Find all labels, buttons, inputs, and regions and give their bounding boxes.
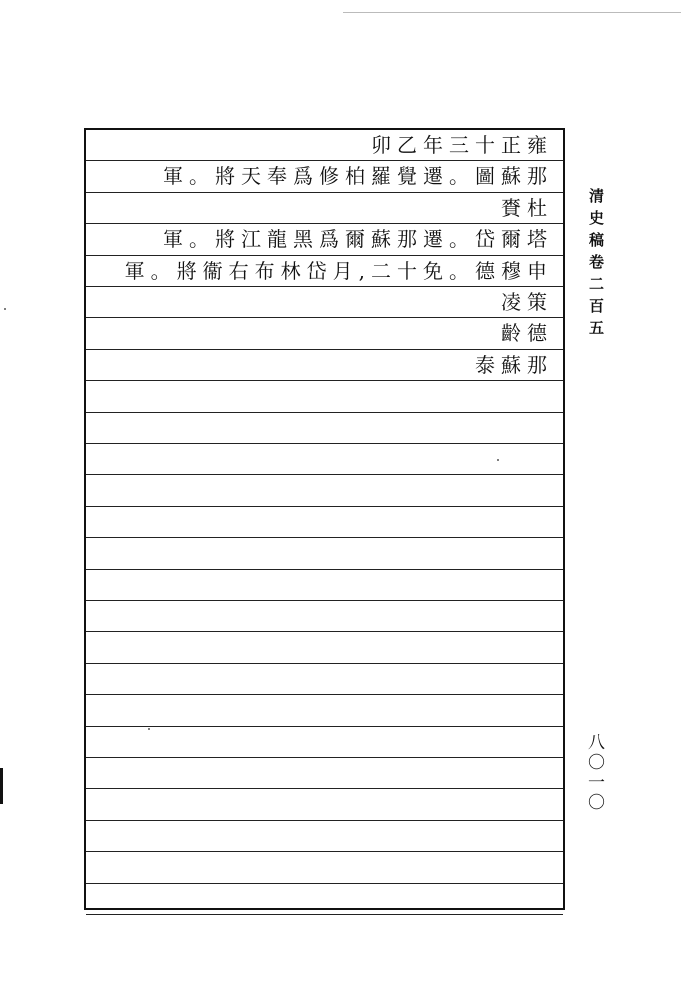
table-row <box>86 852 563 883</box>
table-row <box>86 413 563 444</box>
table-row <box>86 381 563 412</box>
table-row <box>86 224 563 255</box>
table-row <box>86 789 563 820</box>
top-rule <box>343 12 681 13</box>
table-row <box>86 444 563 475</box>
table-row <box>86 821 563 852</box>
table-row <box>86 193 563 224</box>
table-row <box>86 507 563 538</box>
table-row <box>86 601 563 632</box>
table-row <box>86 884 563 915</box>
table-row <box>86 632 563 663</box>
row-text: 賚杜 <box>501 195 553 220</box>
table-row <box>86 758 563 789</box>
row-text: 卯乙年三十正雍 <box>371 133 553 157</box>
speck <box>497 459 499 461</box>
table-row <box>86 287 563 318</box>
row-text: 軍。將衞右布林岱月,二十免。德穆申 <box>124 258 553 283</box>
table-row <box>86 570 563 601</box>
table-row <box>86 538 563 569</box>
row-text: 齡德 <box>501 321 553 346</box>
speck <box>4 308 6 310</box>
speck <box>148 728 150 730</box>
row-text: 凌策 <box>501 290 553 314</box>
table-row <box>86 695 563 726</box>
side-title: 清史稿卷二百五 <box>587 188 605 342</box>
row-text: 軍。將江龍黑爲爾蘇那遷。岱爾塔 <box>163 227 553 252</box>
table-row <box>86 727 563 758</box>
page-number: 八〇一〇 <box>584 733 604 813</box>
edge-mark <box>0 768 3 804</box>
table-row <box>86 256 563 287</box>
row-text: 泰蘇那 <box>475 352 553 377</box>
table-row <box>86 664 563 695</box>
table-row <box>86 130 563 161</box>
table-row <box>86 475 563 506</box>
table-row <box>86 318 563 349</box>
table-row <box>86 161 563 192</box>
row-text: 軍。將天奉爲修柏羅覺遷。圖蘇那 <box>163 164 553 189</box>
table-row <box>86 350 563 381</box>
